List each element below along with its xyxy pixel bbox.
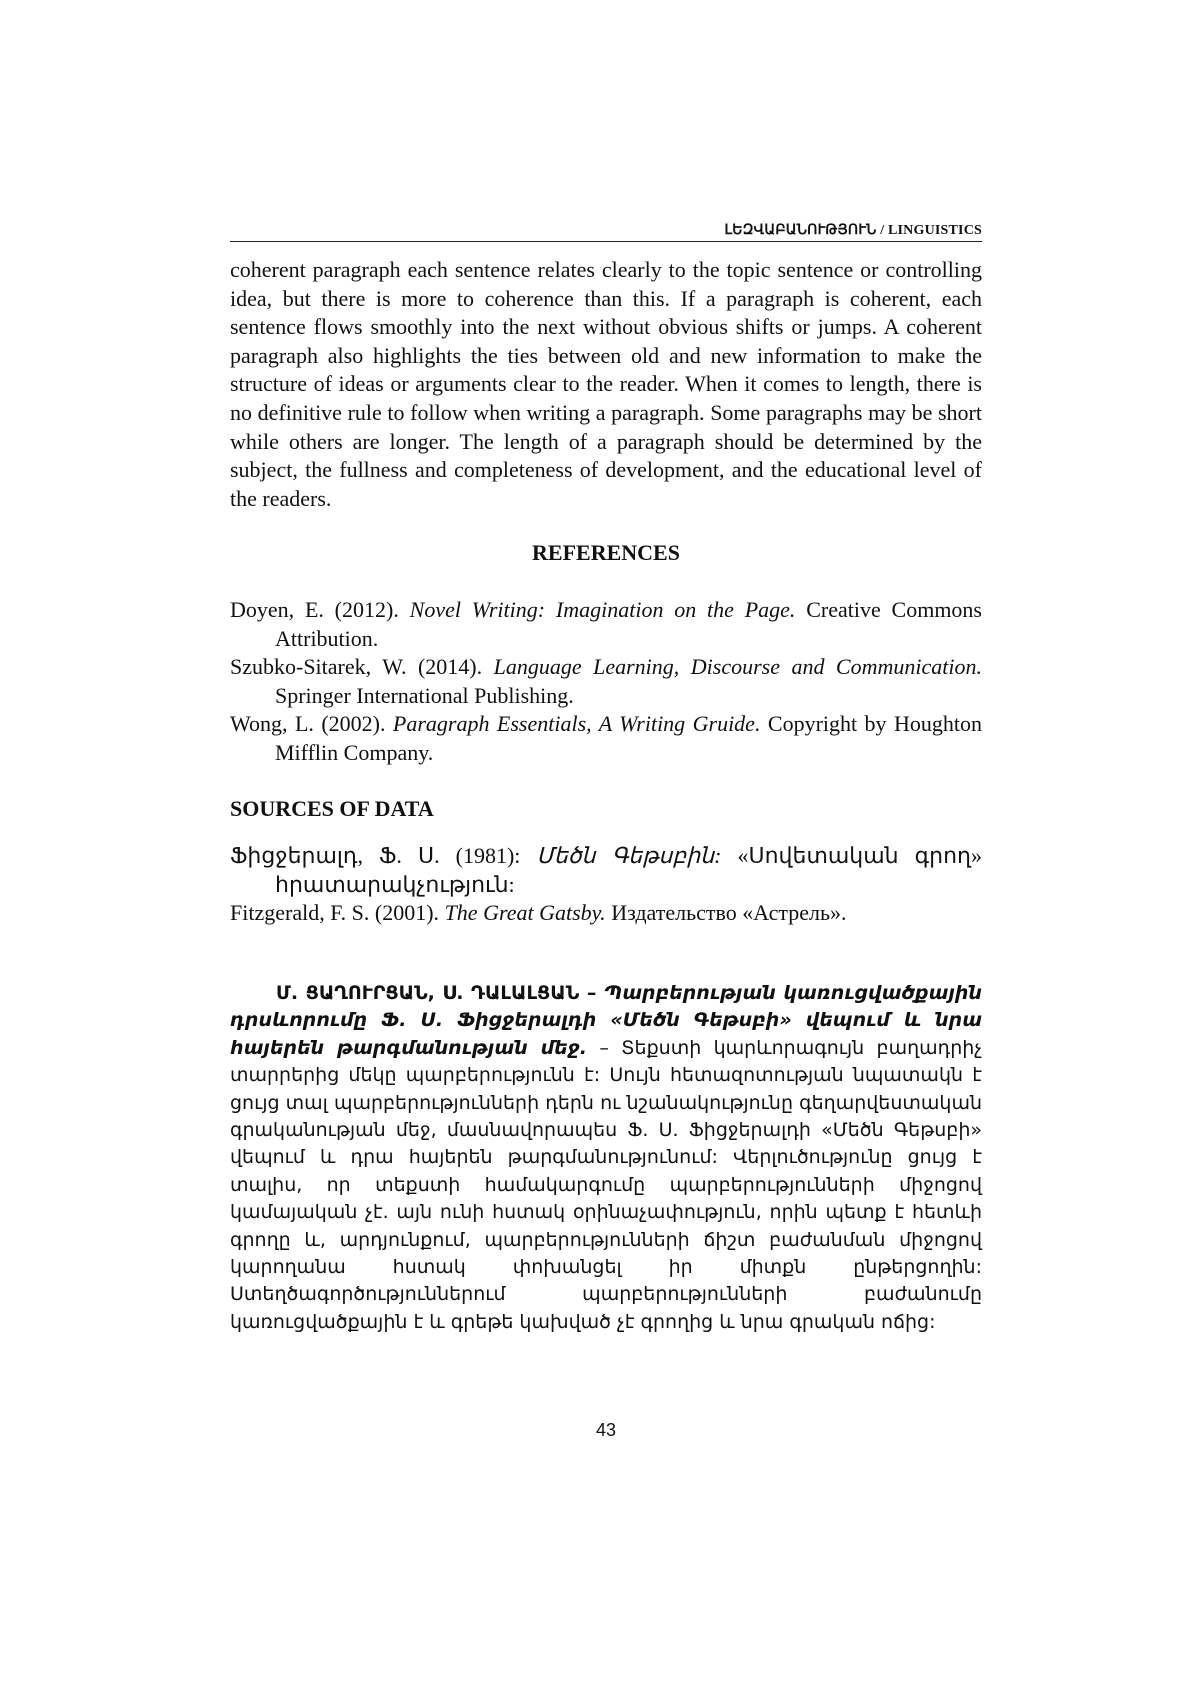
sources-list (230, 842, 982, 928)
abstract-text: – Տեքստի կարևորագույն բաղադրիչ տարրերից մեկը պարբերությունն է: Սույն հետազոտության նպատակն է ցույց տալ պարբերությունների դերն ու նշանակությունը գեղարվեստական գրականության մեջ, մասնավորապես Ֆ. Ս. Ֆիցջերալդի «Մեծն Գեթսբի» վեպում և դրա հայերեն թարգմանությունում: Վերլուծությունը ցույց է տալիս, որ տեքստի համակարգումը պարբերությունների միջոցով կամայական չէ. այն ունի հստակ օրինաչափություն, որին պետք է հետևի գրողը և, արդյունքում, պարբերությունների ճիշտ բաժանման միջոցով կարողանա հստակ փոխանցել իր միտքն ընթերցողին: Ստեղծագործություններում պարբերությունների բաժանումը կառուցվածքային է և գրեթե կախված չէ գրողից և նրա գրական ոճից: (230, 1036, 982, 1333)
page-number: 43 (595, 1420, 617, 1440)
source-title: The Great Gatsby. (444, 900, 606, 926)
reference-author-year: Wong, L. (2002). (230, 711, 393, 737)
reference-author-year: Doyen, E. (2012). (230, 597, 410, 622)
sources-heading: SOURCES OF DATA (230, 796, 434, 821)
reference-item (230, 653, 982, 710)
reference-publisher: Copyright by Houghton Mifflin Company. (275, 711, 982, 765)
references-heading: REFERENCES (532, 540, 680, 565)
reference-title: Language Learning, Discourse and Communication. (493, 654, 982, 680)
reference-item (230, 710, 982, 767)
abstract-title: Պարբերության կառուցվածքային դրսևորումը Ֆ. Ս. Ֆիցջերալդի «Մեծն Գեթսբի» վեպում և նրա հայերեն թարգմանության մեջ. (230, 982, 982, 1059)
source-item (230, 842, 982, 899)
source-author-year: Fitzgerald, F. S. (2001). (230, 900, 445, 926)
reference-author-year: Szubko-Sitarek, W. (2014). (230, 654, 494, 680)
source-title: Մեծն Գեթսբին: (536, 843, 722, 868)
source-publisher: «Սովետական գրող» հրատարակչություն: (275, 843, 982, 897)
running-head: ԼԵԶՎԱԲԱՆՈՒԹՅՈՒՆ / LINGUISTICS (230, 222, 982, 242)
reference-publisher: Springer International Publishing. (275, 682, 574, 708)
source-author-year: Ֆիցջերալդ, Ֆ. Ս. (1981): (230, 843, 537, 868)
reference-title: Paragraph Essentials, A Writing Gruide. (392, 711, 761, 737)
armenian-abstract (230, 980, 982, 1336)
reference-item (230, 596, 982, 653)
references-list (230, 596, 982, 768)
abstract-authors: Մ. ՑԱՂՈՒՐՑԱՆ, Ս. ԴԱԼԱԼՑԱՆ – (276, 982, 604, 1004)
reference-title: Novel Writing: Imagination on the Page. (409, 597, 796, 622)
reference-publisher: Creative Commons Attribution. (275, 597, 982, 651)
source-publisher: Издательство «Астрель». (605, 900, 847, 926)
source-item (230, 899, 982, 928)
body-paragraph: coherent paragraph each sentence relates clearly to the topic sentence or controlling idea, but there is more to coherence than this. If a paragraph is coherent, each sentence flows smoothly into the next without obvious shifts or jumps. A coherent paragraph also highlights the ties between old and new information to make the structure of ideas or arguments clear to the reader. When it comes to length, there is no definitive rule to follow when writing a paragraph. Some paragraphs may be short while others are longer. The length of a paragraph should be determined by the subject, the fullness and completeness of development, and the educational level of the readers. (230, 257, 982, 511)
